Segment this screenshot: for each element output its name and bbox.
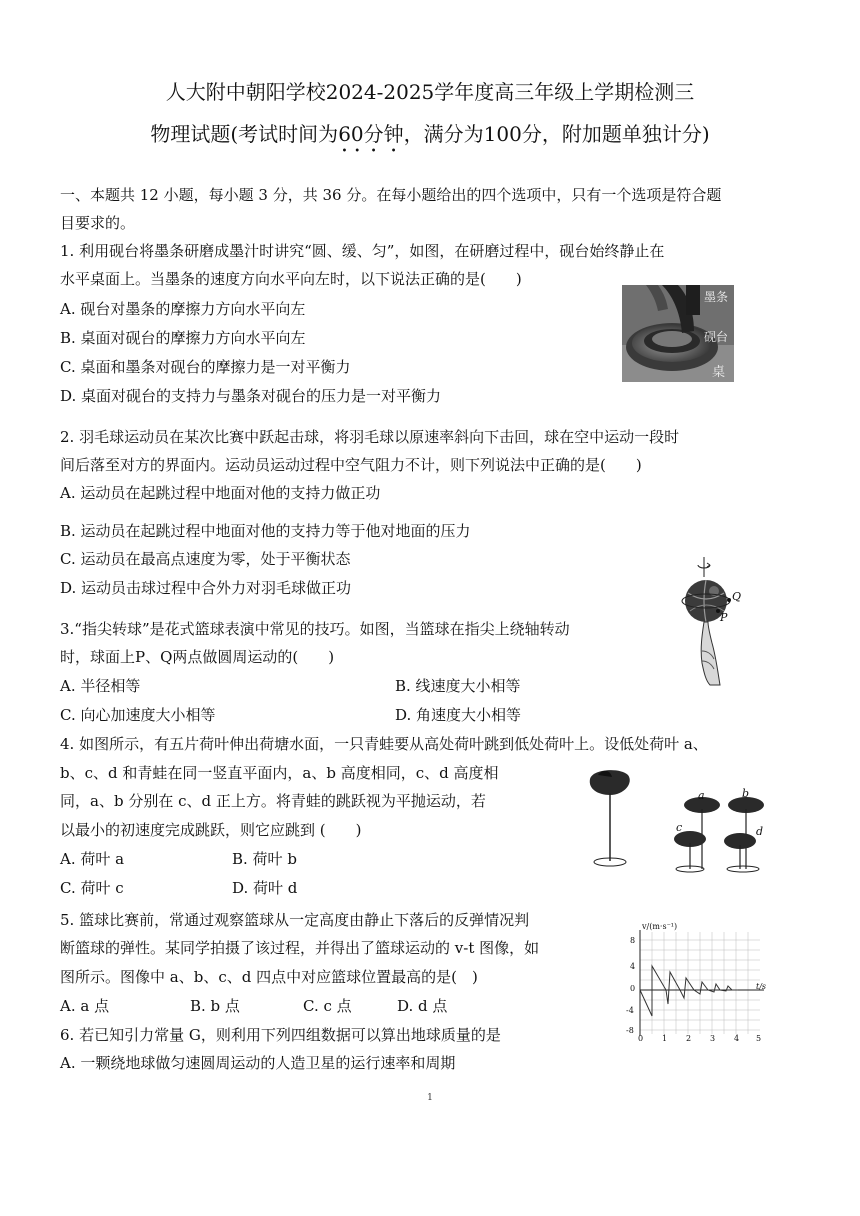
q4-stem-line1: 4. 如图所示，有五片荷叶伸出荷塘水面，一只青蛙要从高处荷叶跳到低处荷叶上。设低处荷叶 a、 [60, 735, 708, 753]
section-instruction-line2: 目要求的。 [60, 214, 136, 232]
ytick-0: 0 [630, 984, 636, 993]
q6-option-a: A. 一颗绕地球做匀速圆周运动的人造卫星的运行速率和周期 [60, 1054, 456, 1072]
q6-stem-line1: 6. 若已知引力常量 G，则利用下列四组数据可以算出地球质量的是 [60, 1026, 501, 1044]
ytick-neg8: -8 [626, 1026, 634, 1035]
q3-option-d: D. 角速度大小相等 [395, 706, 522, 724]
subtitle-emphasis: 60分钟 [338, 122, 404, 146]
q2-option-c: C. 运动员在最高点速度为零，处于平衡状态 [60, 550, 351, 568]
q4-stem-line3: 同，a、b 分别在 c、d 正上方。将青蛙的跳跃视为平抛运动，若 [60, 792, 486, 810]
q3-stem-line2: 时，球面上P、Q两点做圆周运动的( ) [60, 648, 335, 666]
xtick-5: 5 [756, 1034, 762, 1043]
q4-lotus-leaves-figure [580, 765, 780, 875]
q5-stem-line2: 断篮球的弹性。某同学拍摄了该过程，并得出了篮球运动的 v-t 图像，如 [60, 939, 540, 957]
q1-option-a: A. 砚台对墨条的摩擦力方向水平向左 [60, 300, 306, 318]
q1-stem-line1: 1. 利用砚台将墨条研磨成墨汁时讲究“圆、缓、匀”，如图，在研磨过程中，砚台始终静止在 [60, 242, 665, 260]
xtick-3: 3 [710, 1034, 716, 1043]
subtitle-pre: 物理试题(考试时间为 [150, 122, 339, 146]
label-leaf-a: a [698, 789, 705, 802]
xtick-4: 4 [734, 1034, 740, 1043]
graph-xlabel: t/s [756, 982, 767, 991]
q3-option-b: B. 线速度大小相等 [395, 677, 521, 695]
q2-option-d: D. 运动员击球过程中合外力对羽毛球做正功 [60, 579, 352, 597]
q3-stem-line1: 3.“指尖转球”是花式篮球表演中常见的技巧。如图，当篮球在指尖上绕轴转动 [60, 620, 570, 638]
vt-graph-drawing [628, 922, 770, 1044]
ytick-4: 4 [630, 962, 636, 971]
q4-option-c: C. 荷叶 c [60, 879, 124, 897]
basketball-on-finger [680, 555, 750, 687]
ytick-8: 8 [630, 936, 636, 945]
label-q: Q [732, 590, 742, 603]
label-leaf-c: c [676, 821, 683, 834]
q4-option-a: A. 荷叶 a [60, 850, 125, 868]
q5-option-b: B. b 点 [190, 997, 240, 1015]
q1-option-b: B. 桌面对砚台的摩擦力方向水平向左 [60, 329, 306, 347]
xtick-0: 0 [638, 1034, 644, 1043]
subtitle-post: ，满分为100分，附加题单独计分) [403, 122, 710, 146]
q4-option-b: B. 荷叶 b [232, 850, 297, 868]
q5-stem-line1: 5. 篮球比赛前，常通过观察篮球从一定高度由静止下落后的反弹情况判 [60, 911, 530, 929]
q1-inkstone-figure [622, 285, 734, 382]
xtick-2: 2 [686, 1034, 692, 1043]
q4-stem-line4: 以最小的初速度完成跳跃，则它应跳到 ( ) [60, 821, 362, 839]
q5-vt-graph [628, 922, 770, 1044]
label-leaf-d: d [756, 825, 764, 838]
label-table: 桌 [712, 365, 726, 380]
exam-title: 人大附中朝阳学校2024-2025学年度高三年级上学期检测三 [165, 80, 695, 104]
label-p: P [720, 611, 728, 624]
graph-ylabel: v/(m·s⁻¹) [642, 922, 678, 931]
q3-option-a: A. 半径相等 [60, 677, 141, 695]
ytick-neg4: -4 [626, 1006, 634, 1015]
label-ink-stick: 墨条 [704, 290, 729, 304]
q1-stem-line2: 水平桌面上。当墨条的速度方向水平向左时，以下说法正确的是( ) [60, 270, 522, 288]
lotus-leaves-drawing [580, 765, 780, 875]
xtick-1: 1 [662, 1034, 668, 1043]
q2-option-a: A. 运动员在起跳过程中地面对他的支持力做正功 [60, 484, 381, 502]
q4-option-d: D. 荷叶 d [232, 879, 298, 897]
q2-stem-line1: 2. 羽毛球运动员在某次比赛中跃起击球，将羽毛球以原速率斜向下击回，球在空中运动一段时 [60, 428, 680, 446]
q5-option-d: D. d 点 [397, 997, 448, 1015]
q3-spinning-ball-figure [680, 555, 750, 687]
label-leaf-b: b [742, 787, 750, 800]
q3-option-c: C. 向心加速度大小相等 [60, 706, 216, 724]
section-instruction-line1: 一、本题共 12 小题，每小题 3 分，共 36 分。在每小题给出的四个选项中，只有一个选项是符合题 [60, 186, 722, 204]
q2-option-b: B. 运动员在起跳过程中地面对他的支持力等于他对地面的压力 [60, 522, 471, 540]
q5-option-c: C. c 点 [303, 997, 352, 1015]
q1-option-d: D. 桌面对砚台的支持力与墨条对砚台的压力是一对平衡力 [60, 387, 442, 405]
page-number: 1 [427, 1093, 433, 1103]
q2-stem-line2: 间后落至对方的界面内。运动员运动过程中空气阻力不计，则下列说法中正确的是( ) [60, 456, 642, 474]
q5-option-a: A. a 点 [60, 997, 110, 1015]
exam-subtitle [0, 118, 860, 157]
q1-option-c: C. 桌面和墨条对砚台的摩擦力是一对平衡力 [60, 358, 351, 376]
q5-stem-line3: 图所示。图像中 a、b、c、d 四点中对应篮球位置最高的是( ) [60, 968, 478, 986]
q4-stem-line2: b、c、d 和青蛙在同一竖直平面内，a、b 高度相同，c、d 高度相 [60, 764, 499, 782]
label-inkstone: 砚台 [704, 330, 729, 344]
